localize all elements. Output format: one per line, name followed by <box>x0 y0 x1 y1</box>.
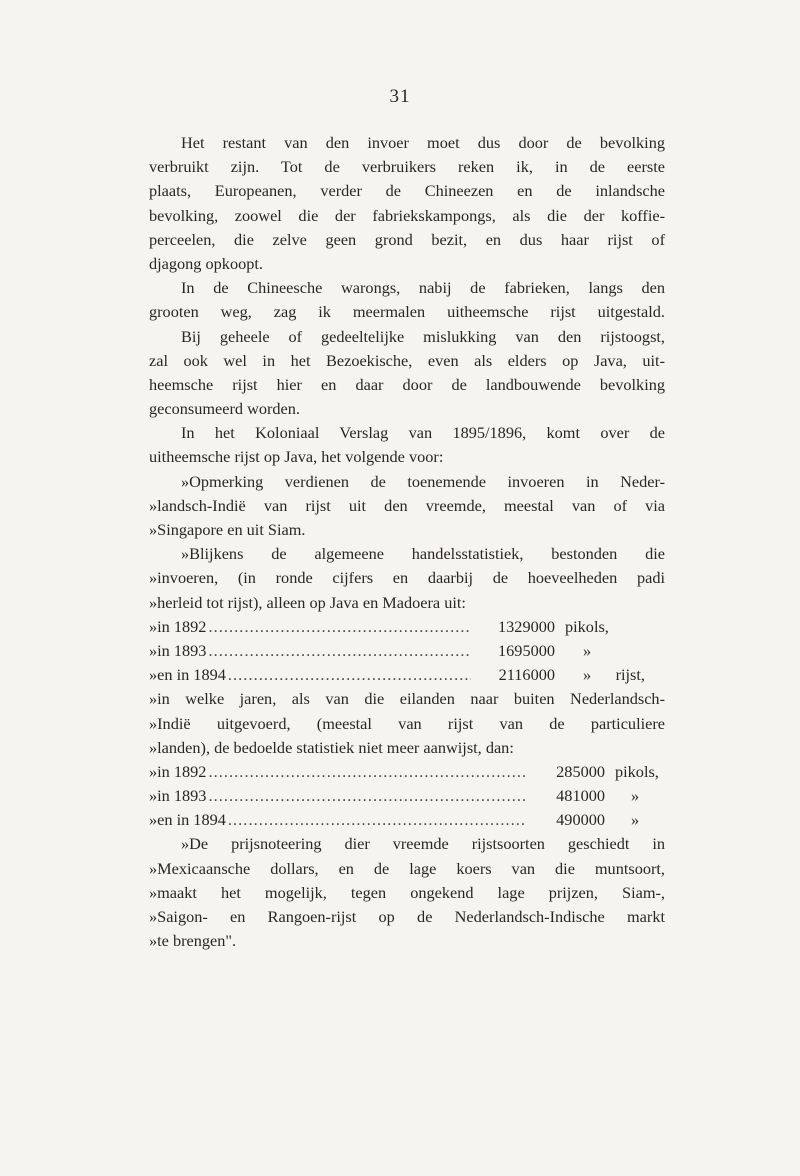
text-line: In het Koloniaal Verslag van 1895/1896, komt over de <box>181 423 665 443</box>
row-value: 2116000 <box>498 665 555 685</box>
quote-line: »Singapore en uit Siam. <box>149 520 306 539</box>
text-line: grooten weg, zag ik meermalen uitheemsche rijst uitgestald. <box>149 302 665 322</box>
text-line: geconsumeerd worden. <box>149 399 300 419</box>
quote-line: »herleid tot rijst), alleen op Java en Madoera uit: <box>149 592 466 612</box>
quote-line: »invoeren, (in ronde cijfers en daarbij de hoeveelheden padi <box>149 568 665 588</box>
quote-line: »in welke jaren, als van die eilanden naar buiten Nederlandsch- <box>149 689 665 709</box>
quote-line: »te brengen". <box>149 931 237 951</box>
row-label: »in 1892 <box>149 761 207 781</box>
page-number: 31 <box>389 86 411 107</box>
row-value: 490000 <box>556 810 605 830</box>
row-label: »en in 1894 <box>149 810 226 830</box>
table-row <box>149 639 665 663</box>
text-line: verbruikt zijn. Tot de verbruikers reken ik, in de eerste <box>149 157 665 177</box>
quote-line: »De prijsnoteering dier vreemde rijstsoorten geschiedt in <box>181 834 665 854</box>
text-line: Bij geheele of gedeeltelijke mislukking van den rijstoogst, <box>181 326 665 346</box>
row-value: 1695000 <box>498 640 555 660</box>
text-line: plaats, Europeanen, verder de Chineezen en de inlandsche <box>149 181 665 201</box>
leader-dots <box>228 808 527 832</box>
text-line: perceelen, die zelve geen grond bezit, en dus haar rijst of <box>149 229 665 249</box>
quote-line: »Opmerking verdienen de toenemende invoeren in Neder- <box>181 471 665 491</box>
row-unit: pikols, <box>615 761 659 781</box>
row-unit: » rijst, <box>583 665 645 685</box>
quote-line: »maakt het mogelijk, tegen ongekend lage prijzen, Siam-, <box>149 882 665 902</box>
text-line: Het restant van den invoer moet dus door de bevolking <box>181 133 665 152</box>
text-line: djagong opkoopt. <box>149 253 263 273</box>
row-value: 285000 <box>556 761 605 781</box>
leader-dots <box>208 760 527 784</box>
text-line: bevolking, zoowel die der fabriekskampongs, als die der koffie- <box>149 205 665 225</box>
text-line: heemsche rijst hier en daar door de landbouwende bevolking <box>149 374 665 394</box>
text-line: uitheemsche rijst op Java, het volgende voor: <box>149 447 444 467</box>
quote-line: »landen), de bedoelde statistiek niet meer aanwijst, dan: <box>149 737 514 757</box>
row-label: »in 1893 <box>149 786 207 806</box>
row-value: 1329000 <box>498 616 555 636</box>
row-label: »in 1893 <box>149 640 207 660</box>
table-row <box>149 784 665 808</box>
body-text <box>149 131 665 953</box>
quote-line: »Mexicaansche dollars, en de lage koers van die muntsoort, <box>149 858 665 878</box>
row-unit: » <box>583 640 592 660</box>
text-line: In de Chineesche warongs, nabij de fabrieken, langs den <box>181 278 665 298</box>
leader-dots <box>208 784 527 808</box>
quote-line: »Blijkens de algemeene handelsstatistiek, bestonden die <box>181 544 665 564</box>
leader-dots <box>228 663 471 687</box>
quote-line: »Saigon- en Rangoen-rijst op de Nederlandsch-Indische markt <box>149 907 665 926</box>
text-line: zal ook wel in het Bezoekische, even als elders op Java, uit- <box>149 350 665 370</box>
quote-line: »Indië uitgevoerd, (meestal van rijst van de particuliere <box>149 713 665 733</box>
leader-dots <box>208 639 471 663</box>
row-label: »en in 1894 <box>149 665 226 685</box>
row-label: »in 1892 <box>149 616 207 636</box>
row-value: 481000 <box>556 786 605 806</box>
row-unit: pikols, <box>565 616 609 636</box>
table-row <box>149 663 665 687</box>
row-unit: » <box>631 810 640 830</box>
quote-line: »landsch-Indië van rijst uit den vreemde, meestal van of via <box>149 495 665 515</box>
table-row <box>149 808 665 832</box>
leader-dots <box>208 615 471 639</box>
table-row <box>149 760 665 784</box>
table-row <box>149 615 665 639</box>
row-unit: » <box>631 786 640 806</box>
